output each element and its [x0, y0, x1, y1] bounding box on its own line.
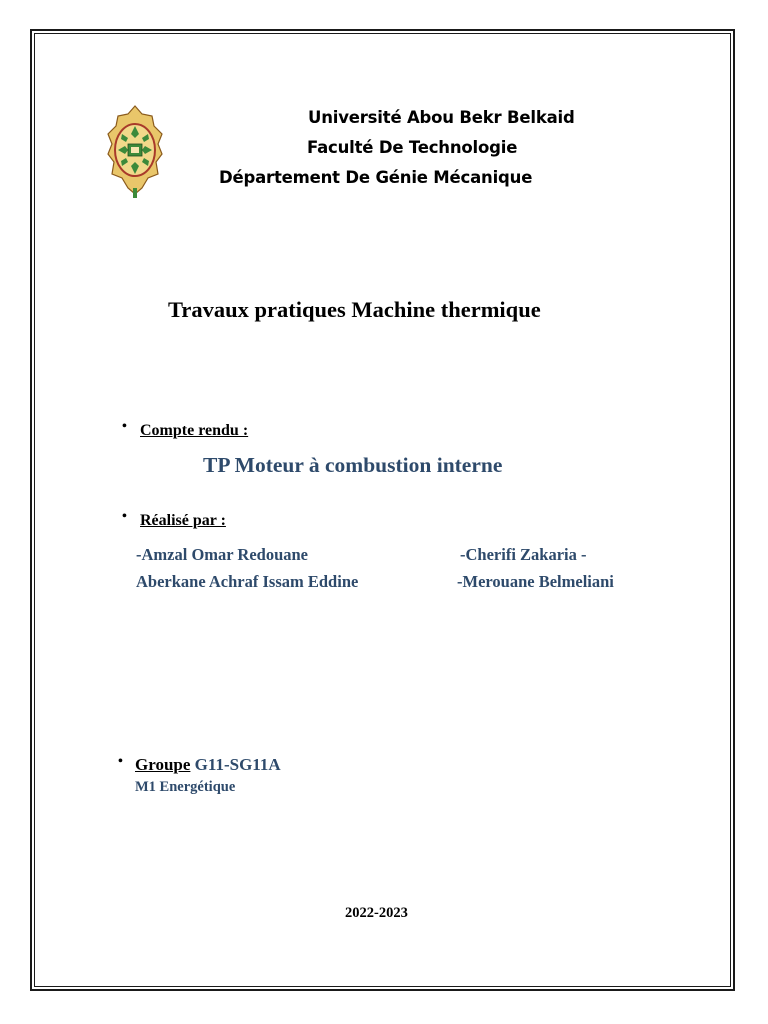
author-name: -Amzal Omar Redouane [136, 545, 309, 564]
department-name: Département De Génie Mécanique [219, 168, 533, 187]
university-name: Université Abou Bekr Belkaid [308, 108, 575, 127]
author-name: Aberkane Achraf Issam Eddine [136, 572, 359, 591]
bullet-icon: • [122, 419, 127, 434]
authors-label: Réalisé par : [140, 512, 226, 529]
bullet-icon: • [118, 754, 123, 769]
report-subject: TP Moteur à combustion interne [203, 453, 503, 477]
group-label: Groupe [135, 755, 191, 774]
report-label: Compte rendu : [140, 422, 249, 439]
document-title: Travaux pratiques Machine thermique [168, 297, 541, 322]
author-name: -Cherifi Zakaria - [460, 545, 587, 564]
program-name: M1 Energétique [135, 779, 236, 795]
group-line [135, 755, 281, 775]
academic-year: 2022-2023 [345, 905, 408, 921]
university-logo [106, 104, 164, 200]
bullet-icon: • [122, 509, 127, 524]
faculty-name: Faculté De Technologie [307, 138, 518, 157]
author-name: -Merouane Belmeliani [457, 572, 614, 591]
group-value: G11-SG11A [194, 755, 281, 774]
